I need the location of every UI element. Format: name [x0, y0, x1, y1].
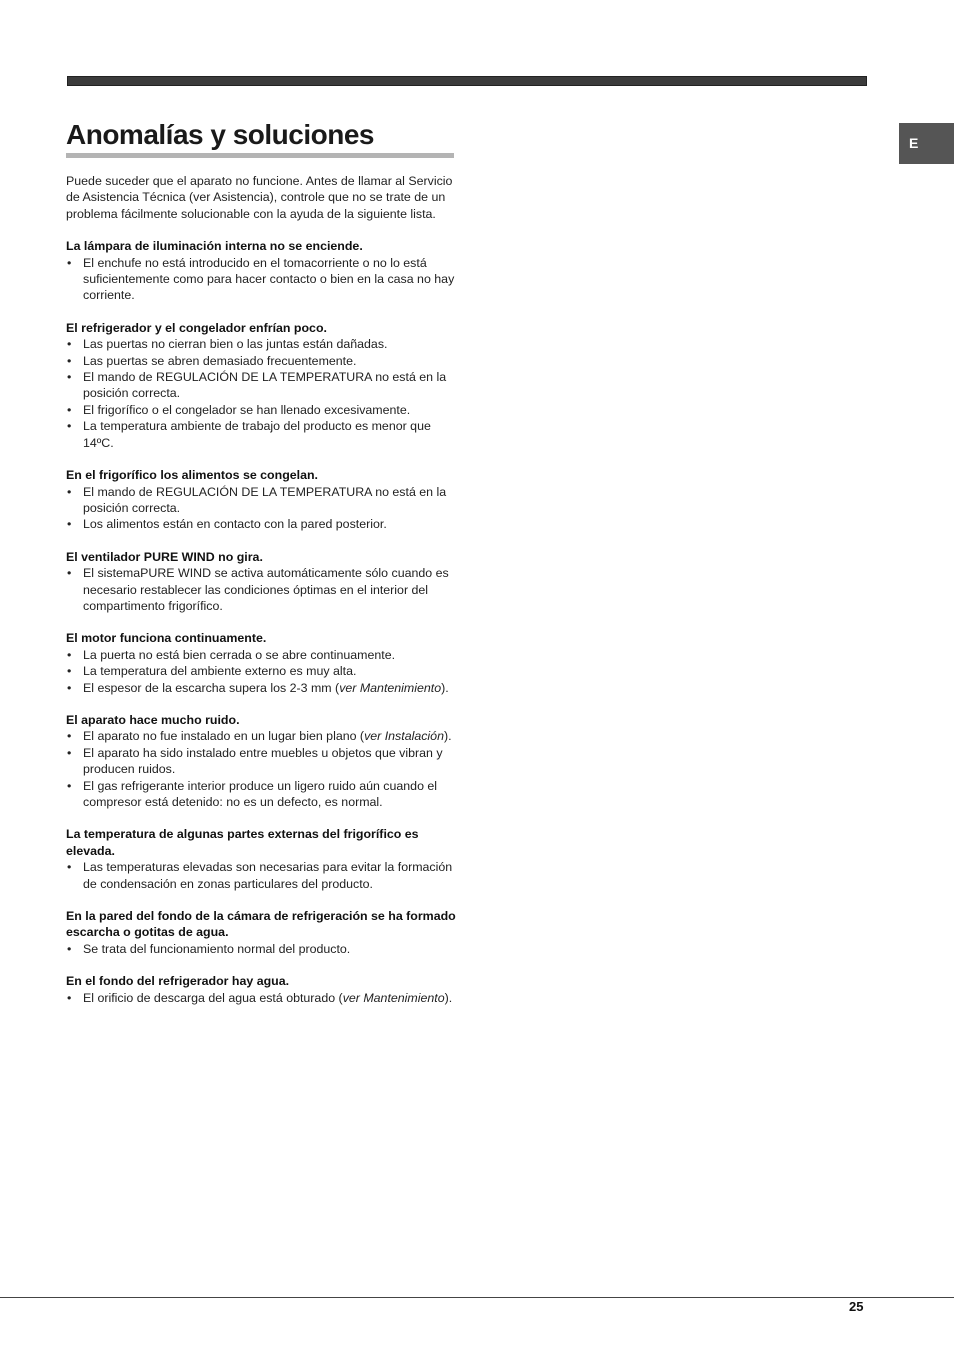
solution-item — [66, 663, 456, 679]
solution-item — [66, 728, 456, 744]
problem-section — [66, 320, 456, 451]
solution-text: El orificio de descarga del agua está obturado ( — [83, 990, 343, 1005]
problem-heading: En el fondo del refrigerador hay agua. — [66, 974, 290, 989]
problem-heading: El refrigerador y el congelador enfrían poco. — [66, 320, 327, 335]
solution-item — [66, 647, 456, 663]
solution-item — [66, 565, 456, 614]
solution-text-end: ). — [441, 680, 449, 695]
problem-heading: En la pared del fondo de la cámara de refrigeración se ha formado escarcha o gotitas de agua. — [66, 909, 456, 940]
problem-section — [66, 630, 456, 696]
solution-item — [66, 516, 456, 532]
solution-item — [66, 418, 456, 451]
problem-section — [66, 549, 456, 615]
solution-text: Se trata del funcionamiento normal del producto. — [83, 941, 351, 956]
solution-item — [66, 778, 456, 811]
problem-heading: En el frigorífico los alimentos se congelan. — [66, 468, 318, 483]
solution-list — [66, 565, 456, 614]
solution-text-end: ). — [443, 729, 452, 744]
problem-heading: El motor funciona continuamente. — [66, 631, 267, 646]
solution-text: El aparato no fue instalado en un lugar bien plano ( — [83, 729, 365, 744]
solution-item — [66, 336, 456, 352]
header-rule — [67, 76, 867, 86]
page-title: Anomalías y soluciones — [66, 119, 374, 150]
solution-list — [66, 647, 456, 696]
solution-list — [66, 990, 456, 1006]
problem-section — [66, 238, 456, 304]
solution-list — [66, 336, 456, 451]
solution-text: La temperatura del ambiente externo es muy alta. — [83, 664, 357, 679]
solution-text: El gas refrigerante interior produce un ligero ruido aún cuando el compresor está detenido: no es un defecto, es normal. — [83, 778, 438, 809]
solution-list — [66, 484, 456, 533]
solution-item — [66, 402, 456, 418]
troubleshooting-list — [66, 238, 456, 1006]
solution-text: El espesor de la escarcha supera los 2-3 mm ( — [83, 680, 340, 695]
problem-heading: El ventilador PURE WIND no gira. — [66, 549, 263, 564]
solution-text: El mando de REGULACIÓN DE LA TEMPERATURA no está en la posición correcta. — [83, 484, 447, 515]
solution-item — [66, 745, 456, 778]
problem-section — [66, 826, 456, 892]
problem-heading: El aparato hace mucho ruido. — [66, 712, 240, 727]
solution-item — [66, 859, 456, 892]
language-tab: E — [899, 123, 954, 164]
solution-text: El aparato ha sido instalado entre muebles u objetos que vibran y producen ruidos. — [83, 745, 443, 777]
problem-section — [66, 712, 456, 810]
solution-list — [66, 859, 456, 892]
solution-item — [66, 369, 456, 402]
solution-text: El enchufe no está introducido en el tomacorriente o no lo está suficientemente como para hacer contacto o bien en la casa no hay corriente. — [83, 255, 455, 303]
solution-text: Las temperaturas elevadas son necesarias para evitar la formación de condensación en zonas particulares del producto. — [83, 860, 453, 891]
solution-list — [66, 941, 456, 957]
problem-section — [66, 908, 456, 957]
problem-section — [66, 973, 456, 1006]
problem-heading: La lámpara de iluminación interna no se enciende. — [66, 239, 363, 254]
cross-reference: ver Instalación — [364, 729, 444, 744]
title-underline — [66, 153, 454, 158]
solution-item — [66, 990, 456, 1006]
page-number: 25 — [849, 1299, 864, 1314]
solution-text: La temperatura ambiente de trabajo del producto es menor que 14ºC. — [83, 419, 431, 450]
solution-item — [66, 353, 456, 369]
troubleshooting-content — [66, 173, 456, 1022]
solution-text: Las puertas se abren demasiado frecuentemente. — [83, 353, 357, 368]
problem-heading: La temperatura de algunas partes externas del frigorífico es elevada. — [66, 827, 419, 858]
solution-list — [66, 728, 456, 810]
solution-text: El mando de REGULACIÓN DE LA TEMPERATURA no está en la posición correcta. — [83, 370, 447, 401]
problem-section — [66, 467, 456, 533]
solution-item — [66, 255, 456, 304]
solution-text: El frigorífico o el congelador se han llenado excesivamente. — [83, 402, 411, 417]
solution-text: La puerta no está bien cerrada o se abre continuamente. — [83, 647, 396, 662]
solution-list — [66, 255, 456, 304]
footer-rule — [0, 1297, 954, 1298]
solution-text-end: ). — [444, 990, 453, 1005]
cross-reference: ver Mantenimiento — [342, 990, 445, 1005]
solution-text: El sistemaPURE WIND se activa automáticamente sólo cuando es necesario restablecer las condiciones óptimas en el interior del compartimento frigorífico. — [83, 566, 449, 613]
solution-text: Los alimentos están en contacto con la pared posterior. — [83, 517, 387, 532]
solution-item — [66, 680, 456, 696]
intro-paragraph: Puede suceder que el aparato no funcione. Antes de llamar al Servicio de Asistencia Técnica (ver Asistencia), controle que no se trate de un problema fácilmente solucionable con la ayuda de la siguiente lista. — [66, 174, 453, 221]
cross-reference: ver Mantenimiento — [339, 680, 442, 695]
solution-item — [66, 941, 456, 957]
solution-text: Las puertas no cierran bien o las juntas están dañadas. — [83, 337, 388, 352]
solution-item — [66, 484, 456, 517]
